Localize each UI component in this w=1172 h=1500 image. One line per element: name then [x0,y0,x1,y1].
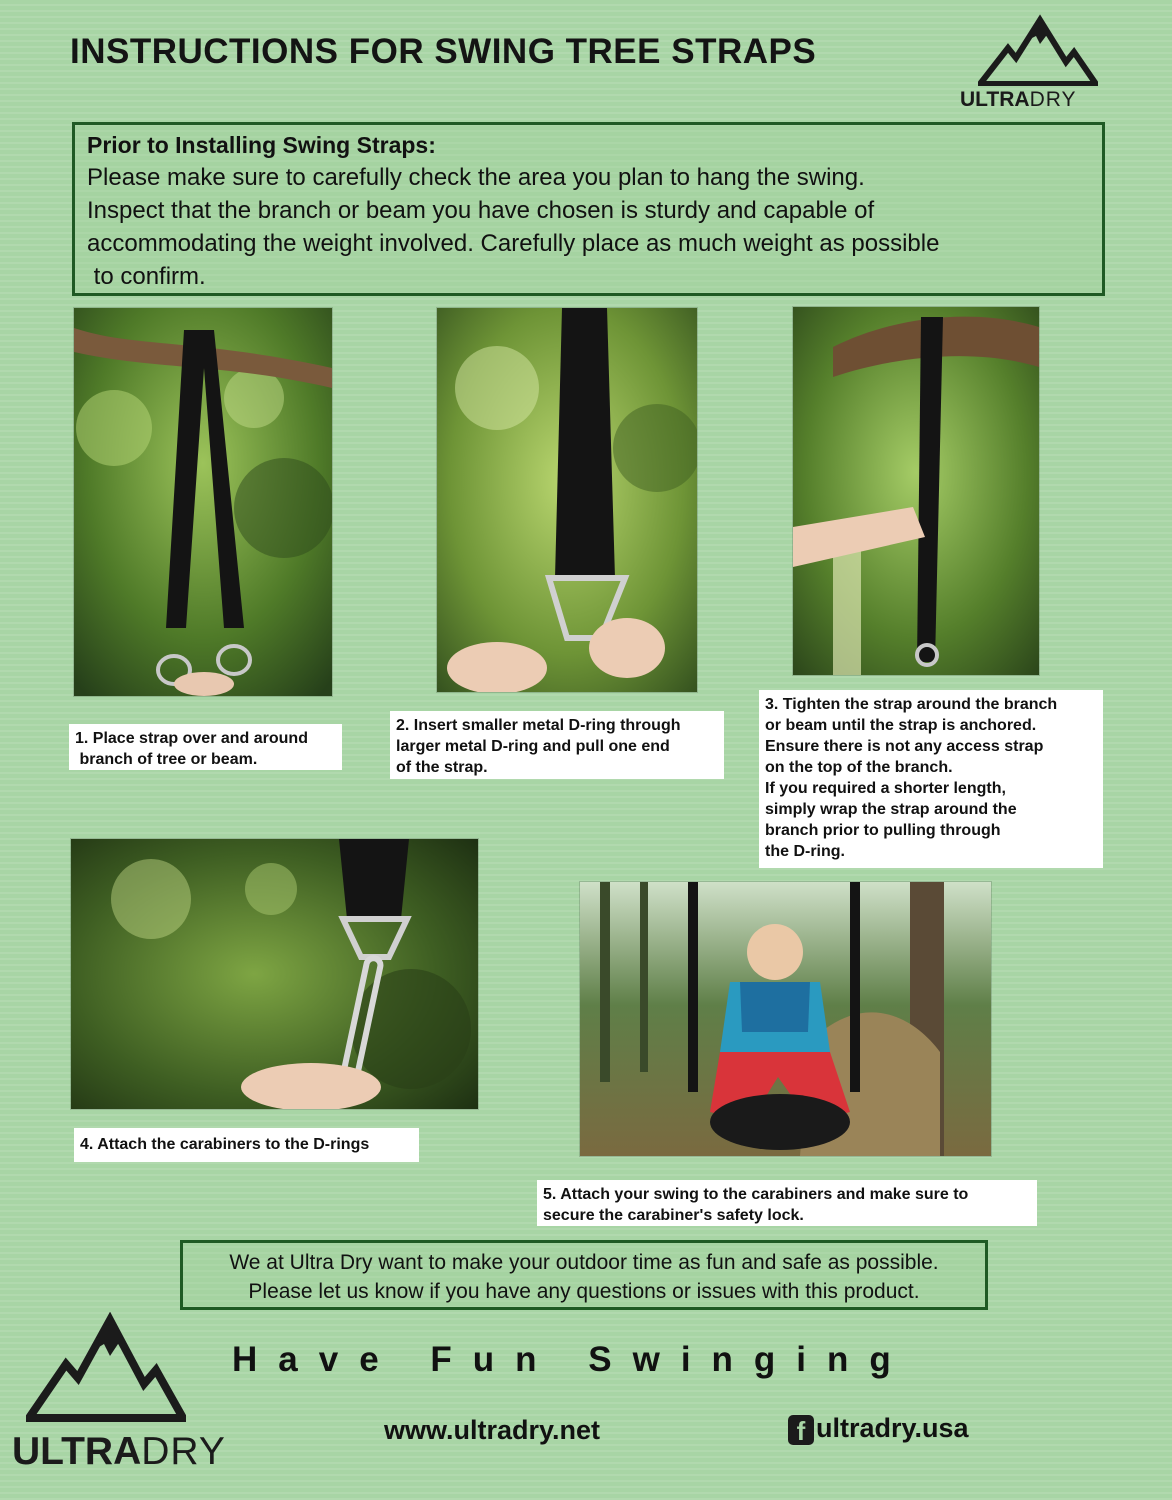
ultradry-logo-top [960,14,1130,114]
step-2-caption [390,711,724,779]
caption-line: 4. Attach the carabiners to the D-rings [80,1136,370,1153]
mountain-logo-icon [978,14,1098,86]
caption-line: simply wrap the strap around the [765,801,1017,818]
prior-heading: Prior to Installing Swing Straps: [87,132,436,158]
caption-line: 2. Insert smaller metal D-ring through [396,717,681,734]
footer-line: Please let us know if you have any questions or issues with this product. [248,1280,920,1303]
prior-line: Inspect that the branch or beam you have chosen is sturdy and capable of [87,197,875,224]
footer-line: We at Ultra Dry want to make your outdoor time as fun and safe as possible. [229,1251,939,1274]
step-1-caption [69,724,342,770]
prior-line: accommodating the weight involved. Carefully place as much weight as possible [87,230,940,257]
caption-line: the D-ring. [765,843,845,860]
caption-line: Ensure there is not any access strap [765,738,1044,755]
ultradry-logo-bottom [12,1312,302,1482]
prior-installation-box [72,122,1105,296]
facebook-link[interactable] [788,1413,969,1445]
step-2-photo [437,308,697,692]
slogan: Have Fun Swinging [232,1340,912,1379]
caption-line: branch prior to pulling through [765,822,1001,839]
step-5-caption [537,1180,1037,1226]
step-3-caption [759,690,1103,868]
website-link[interactable]: www.ultradry.net [384,1415,601,1445]
caption-line: on the top of the branch. [765,759,953,776]
caption-line: branch of tree or beam. [75,751,258,768]
caption-line: 5. Attach your swing to the carabiners and make sure to [543,1186,969,1203]
caption-line: larger metal D-ring and pull one end [396,738,670,755]
prior-line: to confirm. [87,263,206,290]
mountain-logo-icon [26,1312,186,1422]
brand-wordmark: ULTRADRY [960,88,1077,111]
caption-line: of the strap. [396,759,488,776]
step-3-photo [793,307,1039,675]
footer-message-box [180,1240,988,1310]
caption-line: 3. Tighten the strap around the branch [765,696,1058,713]
step-1-photo [74,308,332,696]
facebook-handle: ultradry.usa [816,1413,969,1443]
step-4-caption [74,1128,419,1162]
caption-line: If you required a shorter length, [765,780,1006,797]
page-title: INSTRUCTIONS FOR SWING TREE STRAPS [70,32,817,71]
caption-line: or beam until the strap is anchored. [765,717,1037,734]
step-4-photo [71,839,478,1109]
brand-wordmark: ULTRADRY [12,1430,226,1473]
caption-line: 1. Place strap over and around [75,730,308,747]
step-5-photo [580,882,991,1156]
caption-line: secure the carabiner's safety lock. [543,1207,804,1224]
prior-line: Please make sure to carefully check the area you plan to hang the swing. [87,164,865,191]
facebook-icon: f [788,1415,814,1445]
